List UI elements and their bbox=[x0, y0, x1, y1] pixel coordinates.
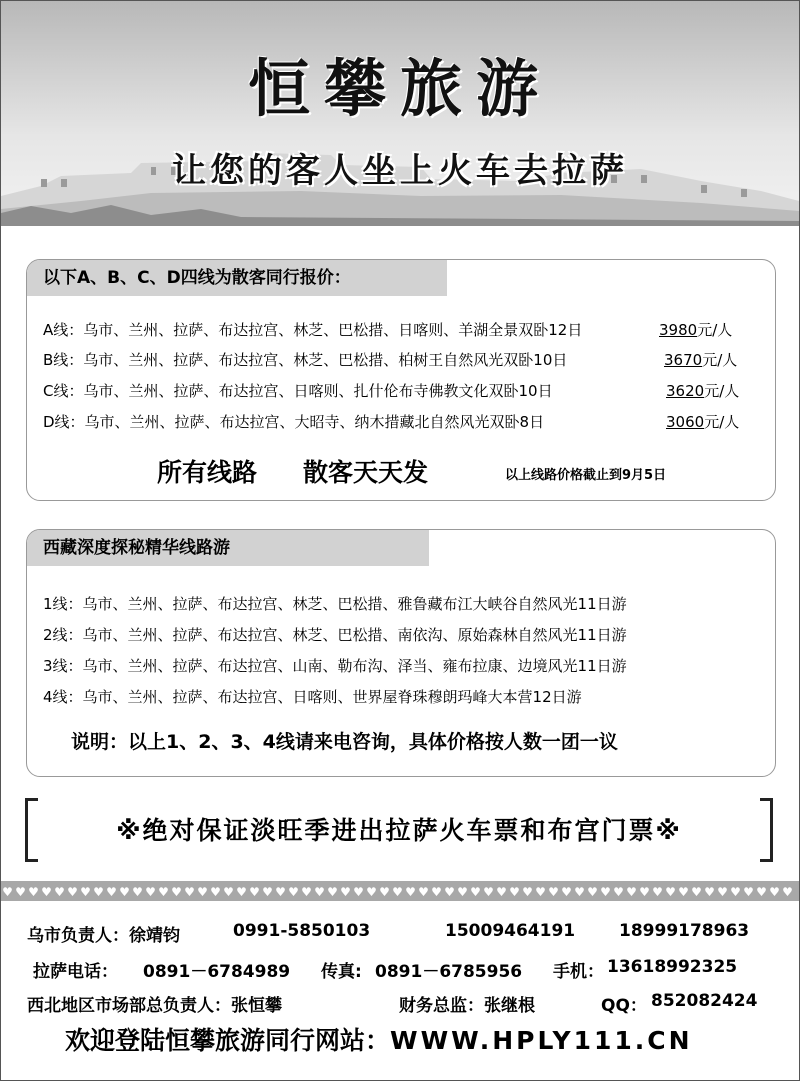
deep-tour-box bbox=[26, 529, 776, 777]
route-4-text: 4线：乌市、兰州、拉萨、布达拉宫、日喀则、世界屋脊珠穆朗玛峰大本营12日游 bbox=[43, 688, 582, 706]
qq-number[interactable]: 852082424 bbox=[651, 991, 758, 1011]
slogan: 让您的客人坐上火车去拉萨 bbox=[172, 151, 628, 191]
route-c-text: C线：乌市、兰州、拉萨、布达拉宫、日喀则、扎什伦布寺佛教文化双卧10日 bbox=[43, 382, 553, 400]
section-heading: 西藏深度探秘精华线路游 bbox=[27, 530, 429, 566]
heart-divider: ♥ ♥ ♥ ♥ ♥ ♥ ♥ ♥ ♥ ♥ ♥ ♥ ♥ ♥ ♥ ♥ ♥ ♥ ♥ ♥ ♥ ♥ ♥ ♥ ♥ ♥ ♥ ♥ ♥ ♥ ♥ ♥ ♥ ♥ ♥ ♥ ♥ ♥ ♥ ♥ ♥ ♥ ♥ ♥ ♥ ♥ ♥ ♥ ♥ ♥ ♥ ♥ ♥ ♥ ♥ ♥ ♥ ♥ ♥ ♥ ♥ bbox=[1, 881, 799, 901]
mobile-label: 手机： bbox=[553, 962, 604, 982]
price-value: 3980 bbox=[659, 321, 698, 339]
urumqi-contact: 乌市负责人：徐靖钧 bbox=[27, 926, 180, 946]
urumqi-mobile-2[interactable]: 18999178963 bbox=[619, 921, 750, 941]
guarantee-text: ※绝对保证淡旺季进出拉萨火车票和布宫门票※ bbox=[116, 816, 682, 845]
mobile-number[interactable]: 13618992325 bbox=[607, 957, 738, 977]
daily-departure-label: 散客天天发 bbox=[303, 458, 429, 487]
group-tour-price-box bbox=[26, 259, 776, 501]
route-a-text: A线：乌市、兰州、拉萨、布达拉宫、林芝、巴松措、日喀则、羊湖全景双卧12日 bbox=[43, 321, 583, 339]
fax-number: 0891－6785956 bbox=[375, 962, 523, 982]
agency-title: 恒攀旅游 bbox=[247, 52, 552, 125]
northwest-manager: 西北地区市场部总负责人：张恒攀 bbox=[27, 996, 282, 1016]
route-d-text: D线：乌市、兰州、拉萨、布达拉宫、大昭寺、纳木措藏北自然风光双卧8日 bbox=[43, 413, 545, 431]
routes-note: 说明：以上1、2、3、4线请来电咨询，具体价格按人数一团一议 bbox=[71, 731, 618, 753]
route-c-price bbox=[666, 380, 739, 401]
header-banner bbox=[1, 1, 799, 226]
finance-director: 财务总监：张继根 bbox=[399, 996, 535, 1016]
price-unit: 元/人 bbox=[704, 413, 740, 431]
daily-departure-banner bbox=[157, 453, 428, 489]
price-unit: 元/人 bbox=[702, 351, 738, 369]
route-b-price bbox=[664, 349, 737, 370]
website-link[interactable]: WWW.HPLY111.CN bbox=[390, 1026, 693, 1055]
qq-label: QQ： bbox=[601, 996, 647, 1016]
route-b-text: B线：乌市、兰州、拉萨、布达拉宫、林芝、巴松措、柏树王自然风光双卧10日 bbox=[43, 351, 568, 369]
price-deadline: 以上线路价格截止到9月5日 bbox=[505, 468, 667, 483]
price-value: 3620 bbox=[666, 382, 705, 400]
route-a-price bbox=[659, 319, 732, 340]
website-label: 欢迎登陆恒攀旅游同行网站： bbox=[65, 1026, 391, 1055]
price-unit: 元/人 bbox=[697, 321, 733, 339]
lhasa-phone-label: 拉萨电话： bbox=[33, 962, 118, 982]
route-1-text: 1线：乌市、兰州、拉萨、布达拉宫、林芝、巴松措、雅鲁藏布江大峡谷自然风光11日游 bbox=[43, 595, 627, 613]
route-3-text: 3线：乌市、兰州、拉萨、布达拉宫、山南、勒布沟、泽当、雍布拉康、边境风光11日游 bbox=[43, 657, 627, 675]
website-line bbox=[65, 1021, 693, 1057]
route-2-text: 2线：乌市、兰州、拉萨、布达拉宫、林芝、巴松措、南依沟、原始森林自然风光11日游 bbox=[43, 626, 627, 644]
price-unit: 元/人 bbox=[704, 382, 740, 400]
lhasa-phone[interactable]: 0891－6784989 bbox=[143, 962, 291, 982]
price-value: 3670 bbox=[664, 351, 703, 369]
ticket-guarantee bbox=[25, 798, 773, 858]
price-value: 3060 bbox=[666, 413, 705, 431]
right-bracket bbox=[760, 798, 773, 862]
section-heading: 以下A、B、C、D四线为散客同行报价： bbox=[27, 260, 447, 296]
urumqi-mobile-1[interactable]: 15009464191 bbox=[445, 921, 576, 941]
all-routes-label: 所有线路 bbox=[157, 458, 258, 487]
fax-label: 传真: bbox=[321, 962, 362, 982]
urumqi-phone[interactable]: 0991-5850103 bbox=[233, 921, 371, 941]
route-d-price bbox=[666, 411, 739, 432]
